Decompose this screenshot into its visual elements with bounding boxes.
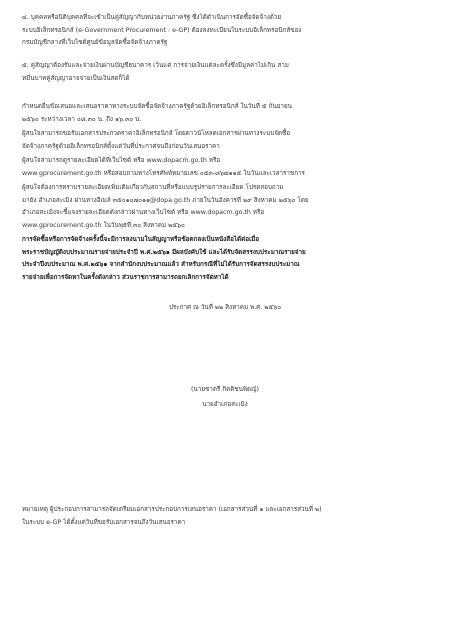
footnote: หมายเหตุ ผู้ประกอบการสามารถจัดเตรียมเอกสารประกอบการเสนอราคา (เอกสารส่วนที่ ๑ และเอกสารส่วนที่ ๒) ในระบบ e-GP ได้ตั้งแต่วันที่ขอรับเอกสารจนถึงวันเสนอราคา [22, 506, 322, 526]
document-download-info: ผู้สนใจสามารถขอรับเอกสารประกวดราคาอิเล็กทรอนิกส์ โดยดาวน์โหลดเอกสารผ่านทางระบบจัดซื้อ จัดจ้างภาครัฐด้วยอิเล็กทรอนิกส์ตั้งแต่วันที่ประกาศจนถึงก่อนวันเสนอราคา [22, 130, 291, 150]
website-contact-info: ผู้สนใจสามารถดูรายละเอียดได้ที่เว็บไซต์ หรือ www.dopacm.go.th หรือ www.gprocurement.go.th หรือสอบถามทางโทรศัพท์หมายเลข ๐๕๓-๘๖๗๑๑๕ ในวันและเวลาราชการ [22, 157, 305, 177]
inquiry-info: ผู้สนใจต้องการทราบรายละเอียดเพิ่มเติมเกี่ยวกับสถานที่หรือแบบรูปรายการละเอียด โปรดสอบถาม มายัง อำเภอสะเมิง ผ่านทางอีเมล์ ๓๕๐๑๐๗๐๑๑@dopa.go.th ภายในวันอังคารที่ ๒๙ สิงหาคม ๒๕๖๐ โดย อำเภอสะเมิงจะชี้แจงรายละเอียดดังกล่าวผ่านทางเว็บไซต์ หรือ www.dopacm.go.th หรือ www.gprocurement.go.th ในวันพุธที่ ๓๐ สิงหาคม ๒๕๖๐ [22, 184, 309, 229]
clause-4: ๔. บุคคลหรือนิติบุคคลที่จะเข้าเป็นคู่สัญญากับหน่วยงานภาครัฐ ซึ่งได้ดำเนินการจัดซื้อจัดจ้างด้วย ระบบอิเล็กทรอนิกส์ (e-Government Procurement : e-GP) ต้องลงทะเบียนในระบบอิเล็กทรอนิกส์ของ กรมบัญชีกลางที่เว็บไซต์ศูนย์ข้อมูลจัดซื้อจัดจ้างภาครัฐ [22, 14, 302, 47]
clause-5: ๕. คู่สัญญาต้องรับและจ่ายเงินผ่านบัญชีธนาคาร เว้นแต่ การจ่ายเงินแต่ละครั้งซึ่งมีมูลค่าไม่เกิน สาม หมื่นบาทคู่สัญญาอาจจ่ายเป็นเงินสดก็ได้ [22, 62, 289, 82]
budget-condition: การจัดซื้อหรือการจัดจ้างครั้งนี้จะมีการลงนามในสัญญาหรือข้อตกลงเป็นหนังสือได้ต่อเมื่อ พระราชบัญญัติงบประมาณรายจ่ายประจำปี พ.ศ.๒๕๖๑ มีผลบังคับใช้ และได้รับจัดสรรงบประมาณรายจ่าย ประจำปีงบประมาณ พ.ศ.๒๕๖๑ จากสำนักงบประมาณแล้ว สำหรับกรณีที่ไม่ได้รับการจัดสรรงบประมาณ รายจ่ายเพื่อการจัดหาในครั้งดังกล่าว ส่วนราชการสามารถยกเลิกการจัดหาได้ [22, 236, 306, 281]
announcement-date: ประกาศ ณ วันที่ ๒๒ สิงหาคม พ.ศ. ๒๕๖๐ [168, 304, 282, 311]
signer-name: (นายชาตรี กิตติชนพิดญ์) [191, 386, 259, 393]
signer-title: นายอำเภอสะเมิง [202, 401, 248, 408]
bid-schedule: กำหนดยื่นข้อเสนอและเสนอราคาทางระบบจัดซื้อจัดจ้างภาครัฐด้วยอิเล็กทรอนิกส์ ในวันที่ ๕ กันยายน ๒๕๖๐ ระหว่างเวลา ๐๘.๓๐ น. ถึง ๑๖.๓๐ น. [22, 103, 292, 123]
